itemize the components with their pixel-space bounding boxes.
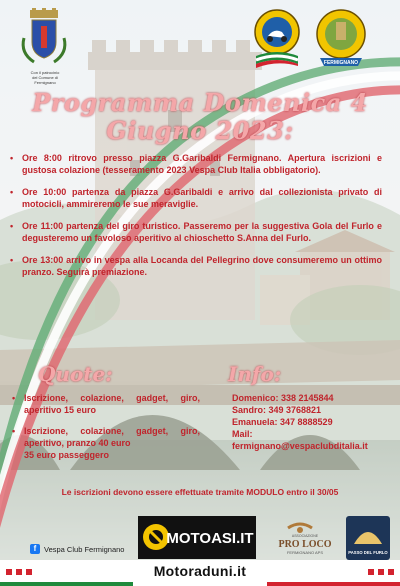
crest-caption-line: Con il patrocinio [30, 70, 60, 75]
footer-square-icon [378, 569, 384, 575]
program-item: • Ore 8:00 ritrovo presso piazza G.Garibaldi Fermignano. Apertura iscrizioni e gustosa colazione (tesseramento 2023 Vespa Club Italia obbligatorio). [10, 152, 382, 176]
program-item: • Ore 10:00 partenza da piazza G.Garibaldi e arrivo dal collezionista privato di motocicli, ammireremo le sue meraviglie. [10, 186, 382, 210]
facebook-icon: f [30, 544, 40, 554]
contact-line: Sandro: 349 3768821 [232, 405, 322, 415]
proloco-sponsor-logo [270, 518, 340, 558]
municipal-crest-icon [18, 8, 70, 68]
vespa-club-logo-icon [252, 8, 302, 70]
crest-caption-line: Fermignano [34, 80, 56, 85]
footer-bar [0, 560, 400, 586]
program-item: • Ore 11:00 partenza del giro turistico. Passeremo per la suggestiva Gola del Furlo e degusteremo un favoloso aperitivo al chioschetto S.Anna del Furlo. [10, 220, 382, 244]
club-banner-text: FERMIGNANO [323, 60, 359, 66]
proloco-small-text: ASSOCIAZIONE [291, 534, 319, 538]
motoasi-text: MOTOASI.IT [166, 530, 254, 547]
facebook-link[interactable] [30, 544, 124, 554]
info-heading: Info: [228, 362, 282, 386]
contact-line: Emanuela: 347 8888529 [232, 417, 333, 427]
contact-line: Mail: [232, 429, 253, 439]
furlo-text: PASSO DEL FURLO [348, 550, 388, 555]
email-link[interactable]: fermignano@vespaclubditalia.it [232, 441, 368, 451]
vespa-club-fermignano-logo-icon [314, 8, 368, 70]
motoasi-sponsor-logo [138, 516, 256, 559]
quote-item-text: Iscrizione, colazione, gadget, giro, aperitivo, pranzo 40 euro [24, 426, 200, 448]
proloco-sub-text: FERMIGNANO APS [286, 550, 324, 555]
event-title-line2: Giugno 2023: [106, 116, 294, 145]
crest-caption-line: del Comune di [32, 75, 58, 80]
quote-item-text: Iscrizione, colazione, gadget, giro, aperitivo 15 euro [24, 393, 200, 415]
quote-item-extra: 35 euro passeggero [24, 450, 110, 460]
quote-heading: Quote: [38, 362, 113, 386]
proloco-main-text: PRO LOCO [278, 539, 332, 550]
footer-square-icon [368, 569, 374, 575]
facebook-label: Vespa Club Fermignano [44, 544, 125, 554]
quote-list [12, 392, 200, 470]
registration-notice: Le iscrizioni devono essere effettuate tramite MODULO entro il 30/05 [61, 487, 339, 497]
contact-line: Domenico: 338 2145844 [232, 393, 334, 403]
program-list [10, 152, 382, 288]
info-contacts [232, 392, 396, 452]
quote-item [12, 392, 200, 416]
event-title-line1: Programma Domenica 4 [32, 88, 368, 117]
footer-tricolor-stripe [0, 582, 400, 586]
footer-brand[interactable]: Motoraduni.it [153, 563, 247, 579]
passo-del-furlo-sponsor-logo [346, 516, 390, 560]
crest-caption [14, 70, 76, 85]
program-item: • Ore 13:00 arrivo in vespa alla Locanda del Pellegrino dove consumeremo un ottimo pranzo. Seguirà premiazione. [10, 254, 382, 278]
footer-square-icon [388, 569, 394, 575]
quote-item [12, 425, 200, 461]
